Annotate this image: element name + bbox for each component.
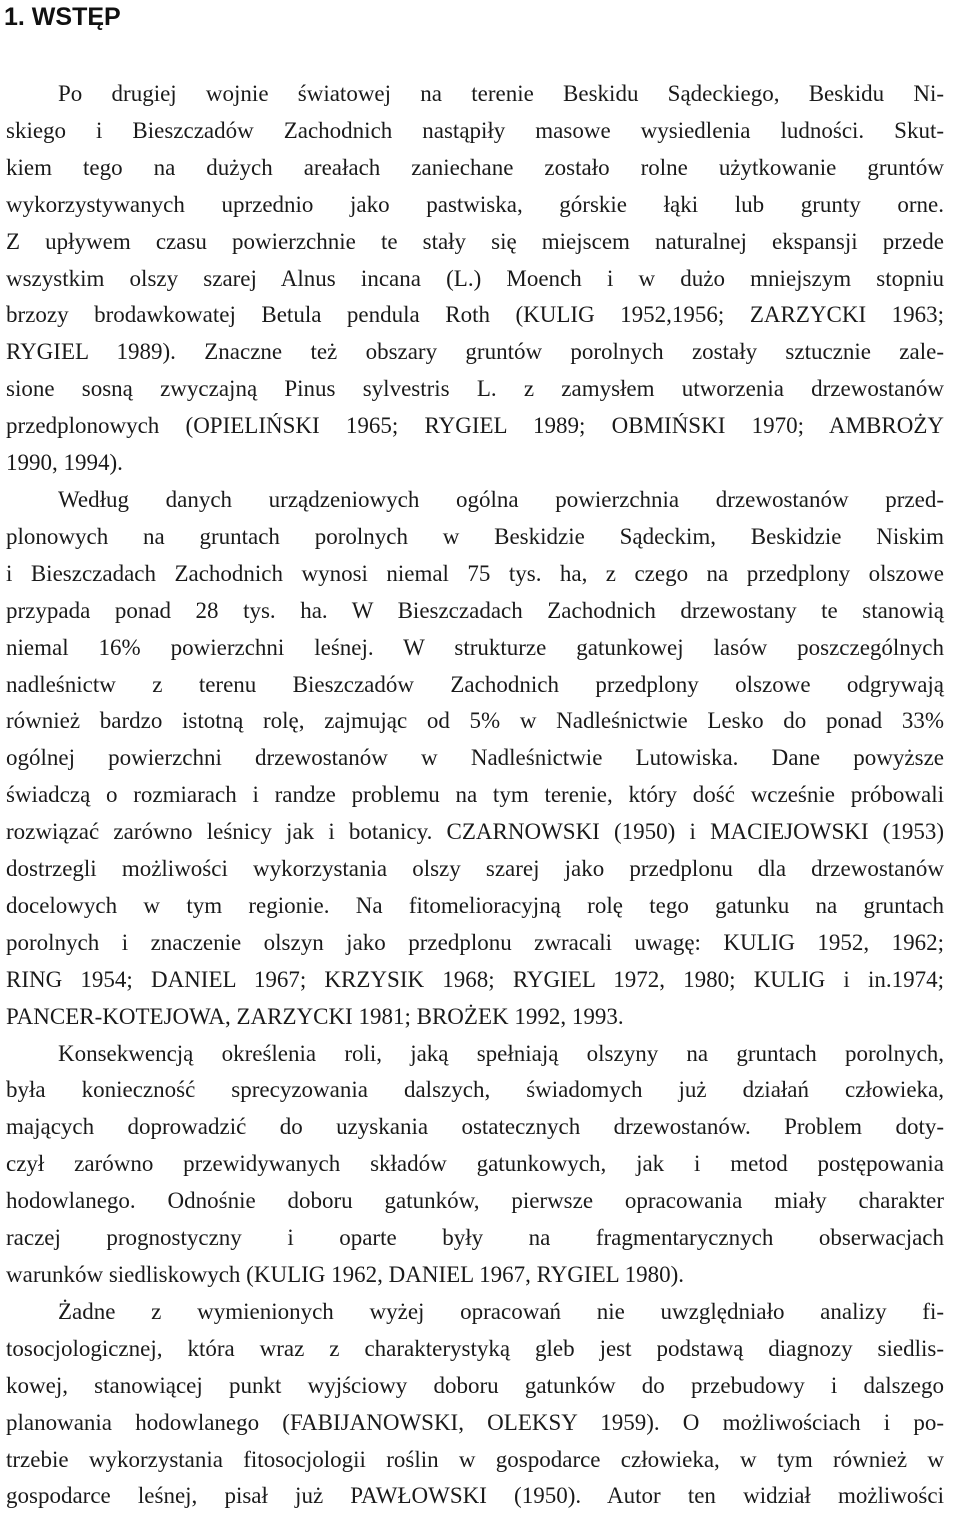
text-line: Według danych urządzeniowych ogólna powierzchnia drzewostanów przed- [58,486,944,512]
text-line: wykorzystywanych uprzednio jako pastwiska, górskie łąki lub grunty orne. [6,191,944,217]
paragraph [6,76,944,482]
text-line: dostrzegli możliwości wykorzystania olszy szarej jako przedplonu dla drzewostanów [6,856,944,882]
body-text [6,76,944,1515]
text-line: tosocjologicznej, która wraz z charakterystyką gleb jest podstawą diagnozy siedlis- [6,1335,944,1361]
text-line: hodowlanego. Odnośnie doboru gatunków, pierwsze opracowania miały charakter [6,1188,944,1214]
text-line: wszystkim olszy szarej Alnus incana (L.) Moench i w dużo mniejszym stopniu [6,265,944,291]
text-line: plonowych na gruntach porolnych w Beskidzie Sądeckim, Beskidzie Niskim [6,523,944,549]
text-line: czył zarówno przewidywanych składów gatunkowych, jak i metod postępowania [6,1151,944,1177]
text-line: była konieczność sprecyzowania dalszych, świadomych już działań człowieka, [6,1077,944,1103]
text-line: RYGIEL 1989). Znaczne też obszary gruntów porolnych zostały sztucznie zale- [6,339,944,365]
text-line: Z upływem czasu powierzchnie te stały się miejscem naturalnej ekspansji przede [6,228,944,254]
text-line: planowania hodowlanego (FABIJANOWSKI, OLEKSY 1959). O możliwościach i po- [6,1409,944,1435]
text-line: porolnych i znaczenie olszyn jako przedplonu zwracali uwagę: KULIG 1952, 1962; [6,929,944,955]
text-line: przypada ponad 28 tys. ha. W Bieszczadach Zachodnich drzewostany te stanowią [6,597,944,623]
text-line: brzozy brodawkowatej Betula pendula Roth (KULIG 1952,1956; ZARZYCKI 1963; [6,302,944,328]
text-line: kowej, stanowiącej punkt wyjściowy doboru gatunków do przebudowy i dalszego [6,1372,944,1398]
section-heading: 1. WSTĘP [4,3,121,31]
text-line: ogólnej powierzchni drzewostanów w Nadleśnictwie Lutowiska. Dane powyższe [6,745,944,771]
text-line: również bardzo istotną rolę, zajmując od 5% w Nadleśnictwie Lesko do ponad 33% [6,708,944,734]
paragraph [6,482,944,1036]
text-line: docelowych w tym regionie. Na fitomelioracyjną rolę tego gatunku na gruntach [6,892,944,918]
paragraph [6,1294,944,1515]
text-line: i Bieszczadach Zachodnich wynosi niemal 75 tys. ha, z czego na przedplony olszowe [6,560,944,586]
text-line: PANCER-KOTEJOWA, ZARZYCKI 1981; BROŻEK 1992, 1993. [6,1003,624,1029]
text-line: mających doprowadzić do uzyskania ostatecznych drzewostanów. Problem doty- [6,1114,944,1140]
text-line: świadczą o rozmiarach i randze problemu na tym terenie, który dość wcześnie próbowali [6,782,944,808]
text-line: raczej prognostyczny i oparte były na fragmentarycznych obserwacjach [6,1225,944,1251]
text-line: trzebie wykorzystania fitosocjologii roślin w gospodarce człowieka, w tym również w [6,1446,944,1472]
text-line: 1990, 1994). [6,450,123,476]
paragraph [6,1036,944,1294]
text-line: niemal 16% powierzchni leśnej. W strukturze gatunkowej lasów poszczególnych [6,634,944,660]
text-line: sione sosną zwyczajną Pinus sylvestris L. z zamysłem utworzenia drzewostanów [6,376,944,402]
text-line: kiem tego na dużych areałach zaniechane zostało rolne użytkowanie gruntów [6,154,944,180]
text-line: Po drugiej wojnie światowej na terenie Beskidu Sądeckiego, Beskidu Ni- [58,81,944,106]
text-line: przedplonowych (OPIELIŃSKI 1965; RYGIEL 1989; OBMIŃSKI 1970; AMBROŻY [6,413,944,439]
text-line: nadleśnictw z terenu Bieszczadów Zachodnich przedplony olszowe odgrywają [6,671,944,697]
text-line: rozwiązać zarówno leśnicy jak i botanicy. CZARNOWSKI (1950) i MACIEJOWSKI (1953) [6,819,944,845]
text-line: gospodarce leśnej, pisał już PAWŁOWSKI (1950). Autor ten widział możliwości [6,1483,944,1509]
text-line: Żadne z wymienionych wyżej opracowań nie uwzględniało analizy fi- [58,1298,944,1324]
text-line: Konsekwencją określenia roli, jaką spełniają olszyny na gruntach porolnych, [58,1040,944,1066]
text-line: RING 1954; DANIEL 1967; KRZYSIK 1968; RYGIEL 1972, 1980; KULIG i in.1974; [6,966,944,992]
text-line: warunków siedliskowych (KULIG 1962, DANIEL 1967, RYGIEL 1980). [6,1262,684,1287]
text-line: skiego i Bieszczadów Zachodnich nastąpiły masowe wysiedlenia ludności. Skut- [6,117,944,143]
